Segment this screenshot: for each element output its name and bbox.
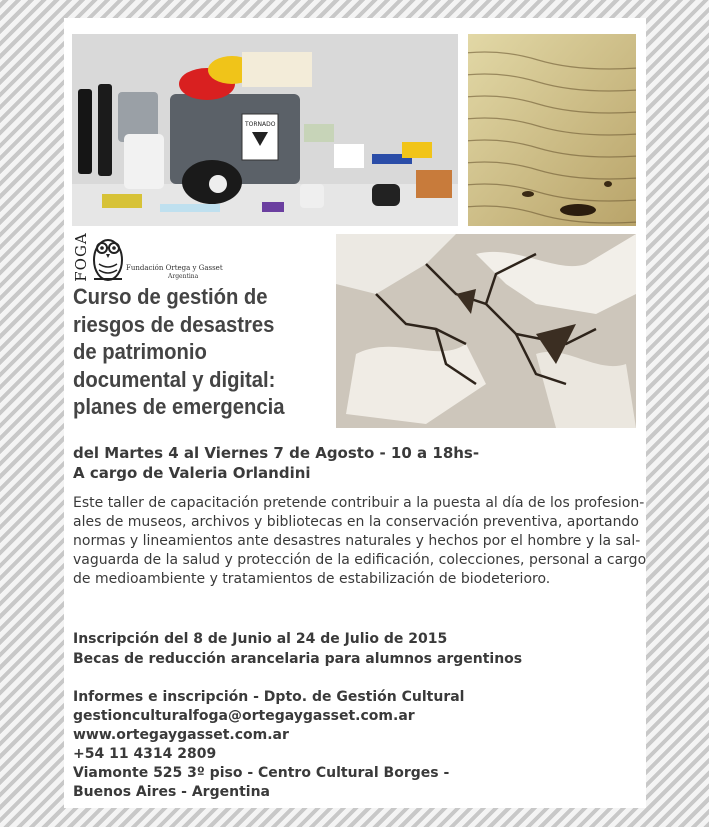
title-line: documental y digital: bbox=[73, 366, 276, 392]
description-line: de medioambiente y tratamientos de estabilización de biodeterioro. bbox=[73, 571, 551, 587]
logo-country: Argentina bbox=[168, 273, 199, 280]
contact-heading: Informes e inscripción - Dpto. de Gestión Cultural bbox=[73, 689, 465, 705]
inscription-info bbox=[73, 629, 636, 669]
schedule-text: del Martes 4 al Viernes 7 de Agosto - 10 a 18hs- bbox=[73, 444, 480, 462]
description-line: vaguarda de la salud y protección de la edificación, colecciones, personal a cargo bbox=[73, 552, 647, 568]
water-damage-photo bbox=[336, 234, 636, 428]
description-line: normas y lineamientos ante desastres naturales y hechos por el hombre y la sal- bbox=[73, 533, 641, 549]
logo-foundation-name: Fundación Ortega y Gasset bbox=[126, 264, 223, 272]
course-dates bbox=[73, 443, 636, 483]
owl-icon bbox=[90, 230, 126, 282]
title-line: de patrimonio bbox=[73, 339, 207, 364]
course-description bbox=[73, 494, 647, 589]
logo-acronym: FOGA bbox=[71, 232, 90, 282]
title-line: riesgos de desastres bbox=[73, 311, 275, 337]
scholarships-text: Becas de reducción arancelaria para alumnos argentinos bbox=[73, 651, 523, 667]
contact-address: Viamonte 525 3º piso - Centro Cultural Borges - bbox=[73, 765, 450, 781]
title-line: Curso de gestión de bbox=[73, 284, 268, 309]
contact-email-link[interactable]: gestionculturalfoga@ortegaygasset.com.ar bbox=[73, 708, 415, 724]
description-line: ales de museos, archivos y bibliotecas en la conservación preventiva, aportando bbox=[73, 514, 639, 530]
contact-city: Buenos Aires - Argentina bbox=[73, 784, 270, 800]
emergency-kit-photo bbox=[72, 34, 458, 226]
contact-phone: +54 11 4314 2809 bbox=[73, 746, 217, 762]
inscription-period: Inscripción del 8 de Junio al 24 de Julio de 2015 bbox=[73, 631, 448, 647]
manuscript-photo bbox=[468, 34, 636, 226]
course-title bbox=[73, 283, 314, 421]
title-line: planes de emergencia bbox=[73, 394, 285, 419]
flyer-card bbox=[64, 18, 646, 808]
instructor-text: A cargo de Valeria Orlandini bbox=[73, 464, 311, 482]
description-line: Este taller de capacitación pretende contribuir a la puesta al día de los profesion- bbox=[73, 495, 645, 511]
tornado-label: TORNADO bbox=[245, 121, 276, 128]
contact-website-link[interactable]: www.ortegaygasset.com.ar bbox=[73, 727, 289, 743]
contact-info bbox=[73, 688, 636, 802]
